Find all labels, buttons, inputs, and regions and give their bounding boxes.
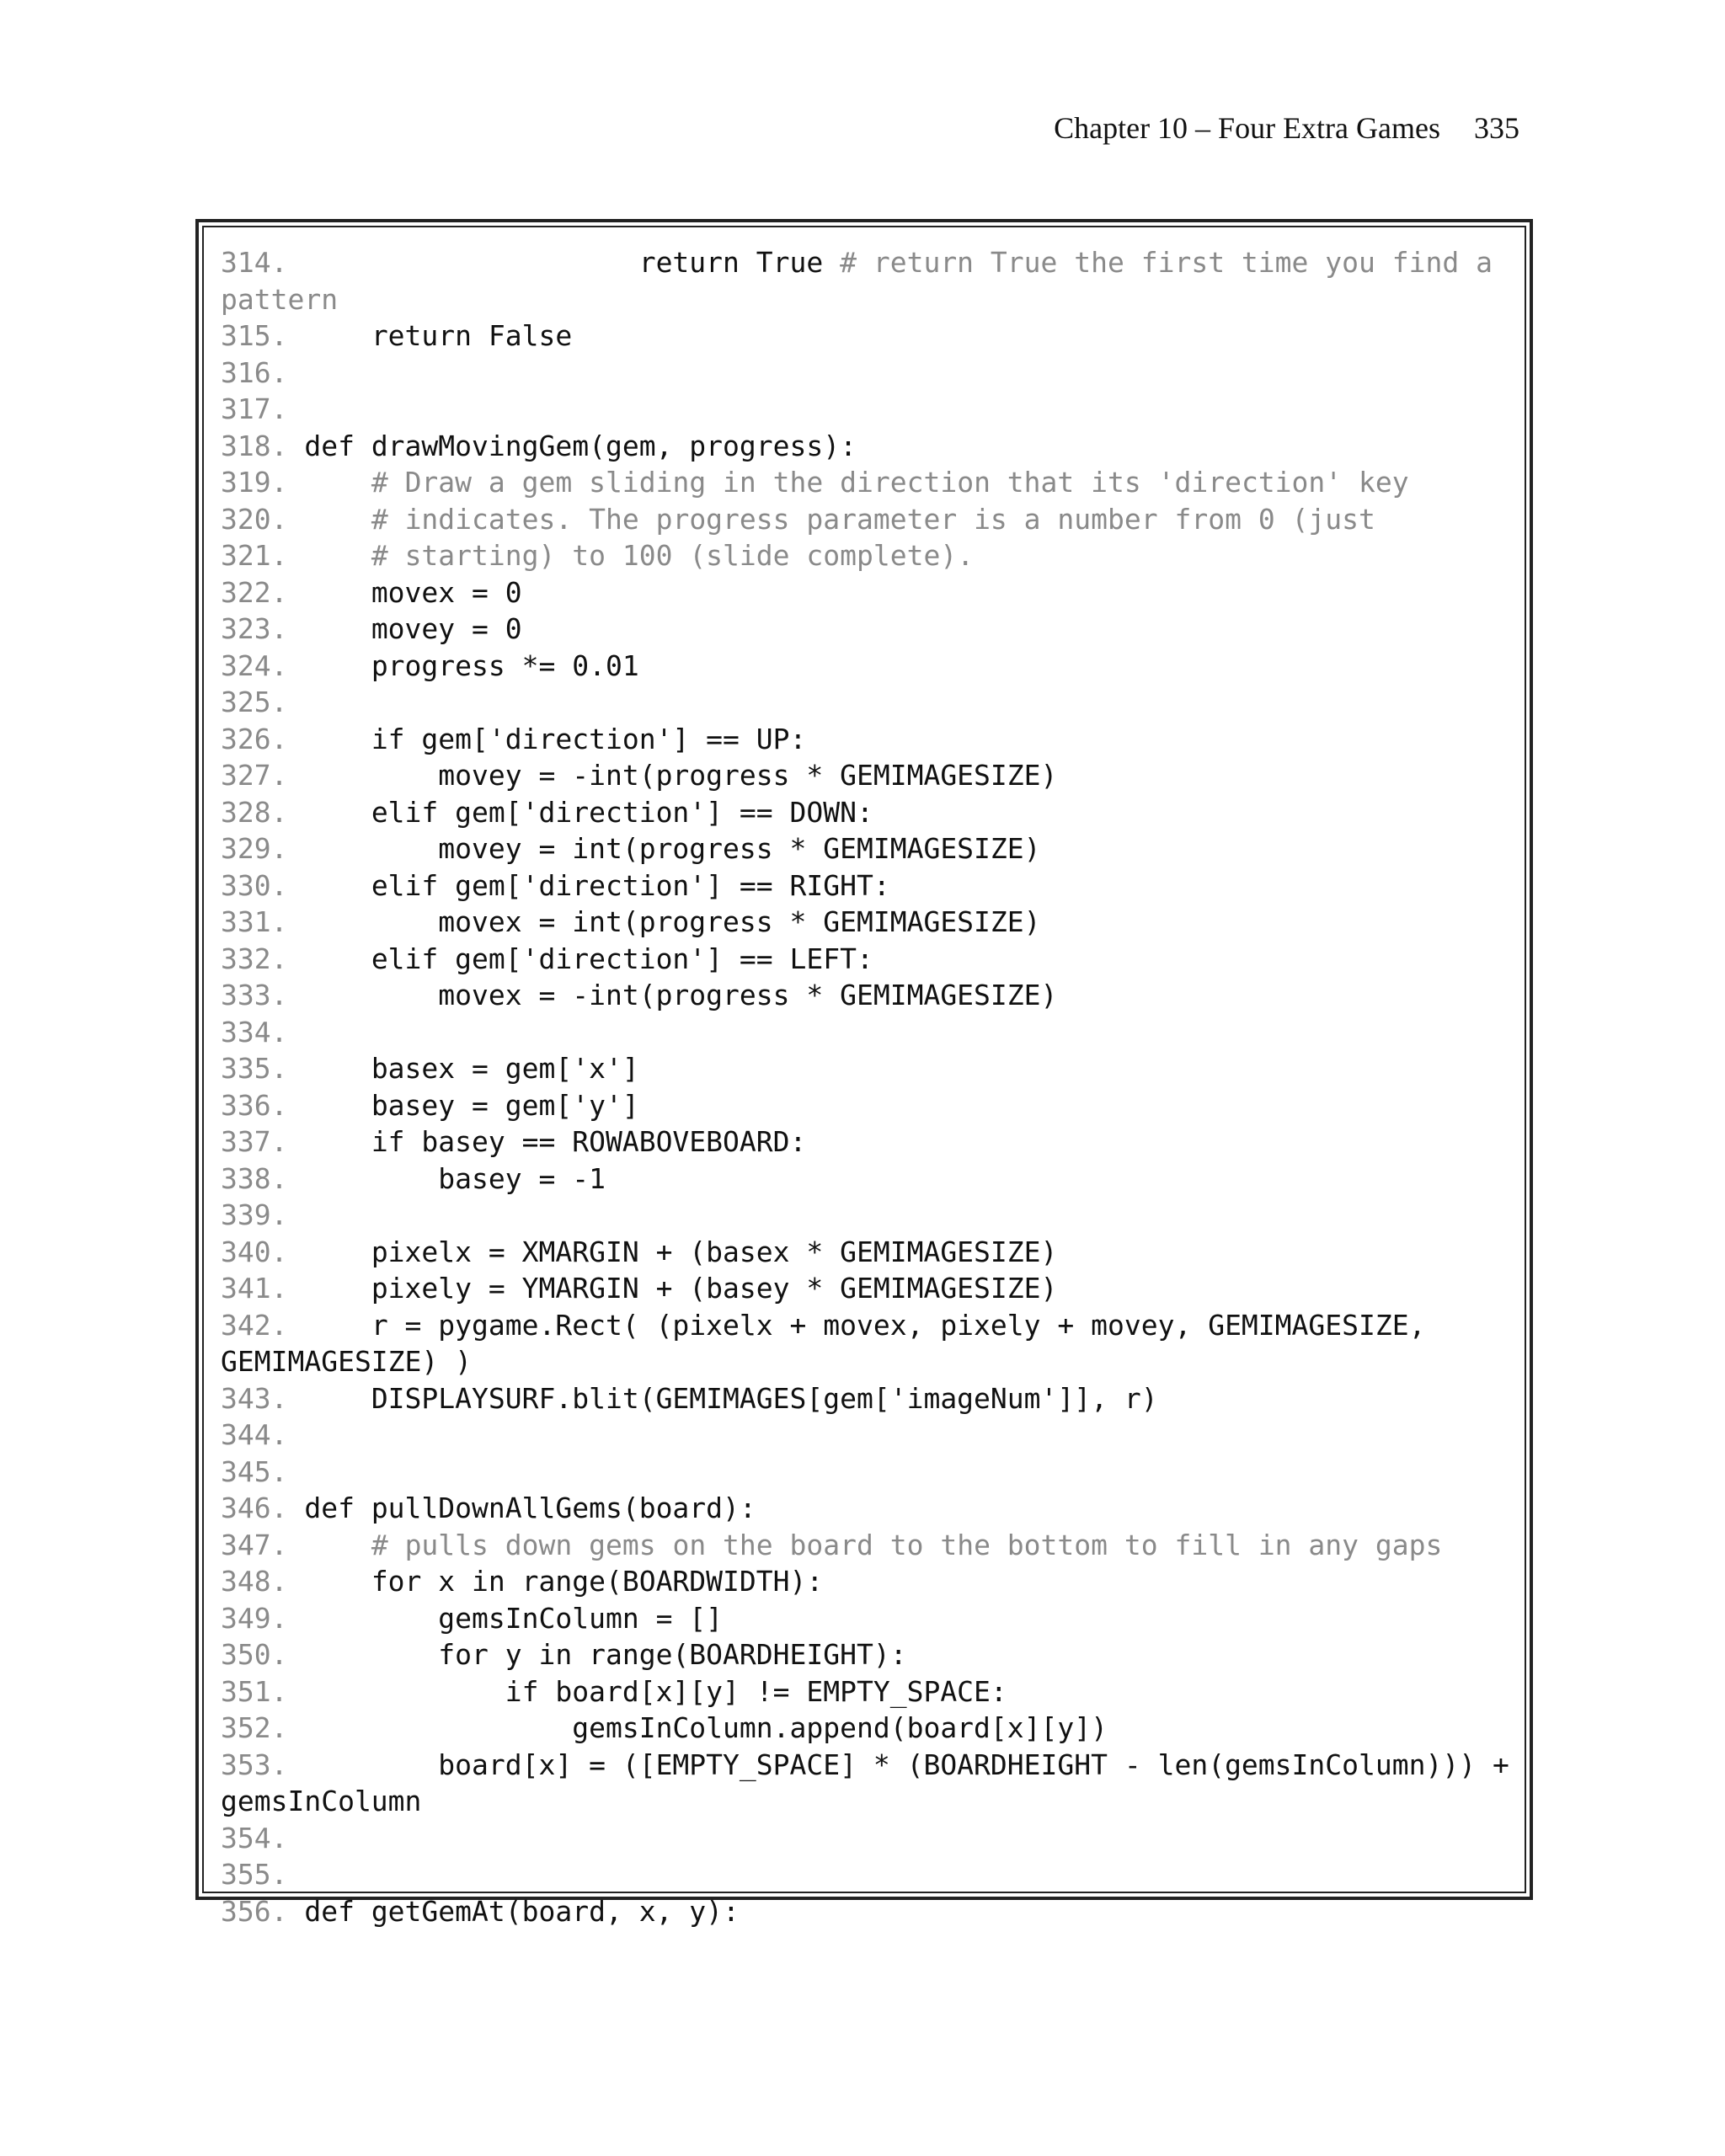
code-line	[221, 1563, 1525, 1600]
code-text: basex = gem['x']	[304, 1052, 639, 1085]
code-line	[221, 1087, 1525, 1124]
code-text: elif gem['direction'] == RIGHT:	[304, 868, 890, 902]
code-line	[221, 830, 1525, 867]
code-line	[221, 1600, 1525, 1637]
code-line	[221, 464, 1525, 501]
line-number: 327.	[221, 759, 305, 792]
code-text: gemsInColumn	[221, 1785, 422, 1817]
line-number: 355.	[221, 1858, 288, 1891]
code-text: movey = 0	[304, 612, 522, 645]
line-number: 324.	[221, 648, 305, 682]
code-comment: # Draw a gem sliding in the direction that its 'direction' key	[371, 466, 1409, 499]
line-number: 334.	[221, 1015, 288, 1049]
line-number: 351.	[221, 1674, 305, 1708]
code-text	[304, 466, 371, 499]
code-line	[221, 1343, 1525, 1380]
code-text: def getGemAt(board, x, y):	[304, 1894, 740, 1928]
code-line	[221, 244, 1525, 281]
code-listing	[221, 244, 1525, 1929]
line-number: 350.	[221, 1638, 305, 1671]
code-line	[221, 1270, 1525, 1307]
code-text: DISPLAYSURF.blit(GEMIMAGES[gem['imageNum']], r)	[304, 1381, 1158, 1415]
line-number: 332.	[221, 942, 305, 975]
line-number: 353.	[221, 1748, 305, 1781]
line-number: 349.	[221, 1601, 305, 1635]
line-number: 329.	[221, 832, 305, 865]
line-number: 339.	[221, 1198, 288, 1231]
code-line	[221, 794, 1525, 831]
line-number: 337.	[221, 1125, 305, 1158]
code-text: gemsInColumn = []	[304, 1601, 724, 1635]
code-text: elif gem['direction'] == DOWN:	[304, 795, 873, 829]
code-line	[221, 391, 1525, 428]
code-line	[221, 1820, 1525, 1857]
code-line	[221, 1490, 1525, 1527]
line-number: 315.	[221, 319, 305, 352]
code-text	[304, 1529, 371, 1561]
code-listing-frame	[195, 219, 1533, 1928]
line-number: 344.	[221, 1418, 288, 1451]
line-number: 320.	[221, 502, 305, 536]
code-line	[221, 648, 1525, 685]
code-comment: # return True the first time you find a	[840, 246, 1493, 279]
line-number: 356.	[221, 1894, 305, 1928]
code-comment: # pulls down gems on the board to the bottom to fill in any gaps	[371, 1528, 1443, 1561]
code-text: basey = -1	[304, 1161, 606, 1195]
code-text: if basey == ROWABOVEBOARD:	[304, 1125, 807, 1158]
code-line	[221, 1783, 1525, 1820]
code-text: if gem['direction'] == UP:	[304, 722, 807, 755]
code-text: if board[x][y] != EMPTY_SPACE:	[304, 1674, 1007, 1708]
code-line	[221, 318, 1525, 355]
code-line	[221, 1123, 1525, 1161]
code-line	[221, 1527, 1525, 1564]
line-number: 326.	[221, 722, 305, 755]
line-number: 331.	[221, 905, 305, 938]
code-text: pixely = YMARGIN + (basey * GEMIMAGESIZE)	[304, 1272, 1058, 1305]
code-line	[221, 611, 1525, 648]
line-number: 340.	[221, 1235, 305, 1268]
code-text	[304, 539, 371, 572]
line-number: 343.	[221, 1381, 305, 1415]
code-line	[221, 1636, 1525, 1673]
code-line	[221, 1234, 1525, 1271]
code-line	[221, 1673, 1525, 1710]
line-number: 325.	[221, 686, 288, 718]
code-comment: # starting) to 100 (slide complete).	[371, 539, 975, 572]
code-text: return False	[304, 319, 573, 352]
code-line	[221, 1380, 1525, 1417]
code-line	[221, 1161, 1525, 1198]
code-line	[221, 721, 1525, 758]
line-number: 318.	[221, 429, 305, 462]
code-line	[221, 428, 1525, 465]
code-text: return True	[304, 246, 841, 279]
code-line	[221, 1454, 1525, 1491]
code-text: def drawMovingGem(gem, progress):	[304, 429, 857, 462]
line-number: 323.	[221, 612, 305, 645]
line-number: 333.	[221, 979, 305, 1011]
code-line	[221, 757, 1525, 794]
line-number: 341.	[221, 1272, 305, 1305]
chapter-title: Chapter 10 – Four Extra Games	[1054, 111, 1440, 145]
code-line	[221, 1710, 1525, 1747]
code-text: gemsInColumn.append(board[x][y])	[304, 1711, 1108, 1744]
code-line	[221, 537, 1525, 574]
code-text: for x in range(BOARDWIDTH):	[304, 1565, 824, 1598]
line-number: 314.	[221, 246, 305, 279]
line-number: 316.	[221, 355, 288, 389]
code-line	[221, 1014, 1525, 1051]
running-header	[1054, 108, 1519, 148]
code-listing-inner-border	[202, 226, 1526, 1928]
code-text: movey = int(progress * GEMIMAGESIZE)	[304, 832, 1041, 865]
code-line	[221, 867, 1525, 905]
line-number: 342.	[221, 1308, 305, 1342]
code-text: movey = -int(progress * GEMIMAGESIZE)	[304, 759, 1058, 792]
line-number: 321.	[221, 539, 305, 572]
code-text: board[x] = ([EMPTY_SPACE] * (BOARDHEIGHT - len(gemsInColumn))) +	[304, 1748, 1509, 1781]
line-number: 328.	[221, 795, 305, 829]
code-line	[221, 941, 1525, 978]
code-text: r = pygame.Rect( (pixelx + movex, pixely + movey, GEMIMAGESIZE,	[304, 1308, 1426, 1342]
code-line	[221, 1307, 1525, 1344]
code-text: movex = int(progress * GEMIMAGESIZE)	[304, 905, 1041, 938]
code-line	[221, 355, 1525, 392]
code-text	[304, 503, 371, 536]
code-line	[221, 1417, 1525, 1454]
page-number: 335	[1474, 111, 1519, 145]
code-line	[221, 1856, 1525, 1893]
code-line	[221, 574, 1525, 611]
code-line	[221, 1893, 1525, 1930]
code-line	[221, 684, 1525, 721]
code-line	[221, 281, 1525, 318]
line-number: 348.	[221, 1565, 305, 1598]
code-text: movex = 0	[304, 575, 522, 609]
code-text: elif gem['direction'] == LEFT:	[304, 942, 873, 975]
line-number: 336.	[221, 1088, 305, 1122]
code-line	[221, 1197, 1525, 1234]
line-number: 346.	[221, 1492, 305, 1524]
code-text: basey = gem['y']	[304, 1088, 639, 1122]
code-line	[221, 1050, 1525, 1087]
line-number: 352.	[221, 1711, 305, 1744]
code-text: for y in range(BOARDHEIGHT):	[304, 1638, 907, 1671]
code-line	[221, 977, 1525, 1014]
line-number: 317.	[221, 392, 288, 425]
line-number: 330.	[221, 868, 305, 902]
line-number: 345.	[221, 1454, 288, 1488]
line-number: 335.	[221, 1052, 305, 1085]
line-number: 338.	[221, 1161, 305, 1195]
line-number: 322.	[221, 575, 305, 609]
code-line	[221, 1747, 1525, 1784]
code-line	[221, 501, 1525, 538]
line-number: 319.	[221, 466, 305, 499]
code-text: movex = -int(progress * GEMIMAGESIZE)	[304, 979, 1058, 1011]
code-text: def pullDownAllGems(board):	[304, 1492, 756, 1524]
line-number: 354.	[221, 1821, 288, 1854]
code-text: pixelx = XMARGIN + (basex * GEMIMAGESIZE)	[304, 1235, 1058, 1268]
code-comment: # indicates. The progress parameter is a number from 0 (just	[371, 502, 1375, 536]
code-text: GEMIMAGESIZE) )	[221, 1345, 473, 1378]
code-comment: pattern	[221, 282, 339, 316]
code-text: progress *= 0.01	[304, 648, 639, 682]
line-number: 347.	[221, 1528, 305, 1561]
code-line	[221, 904, 1525, 941]
